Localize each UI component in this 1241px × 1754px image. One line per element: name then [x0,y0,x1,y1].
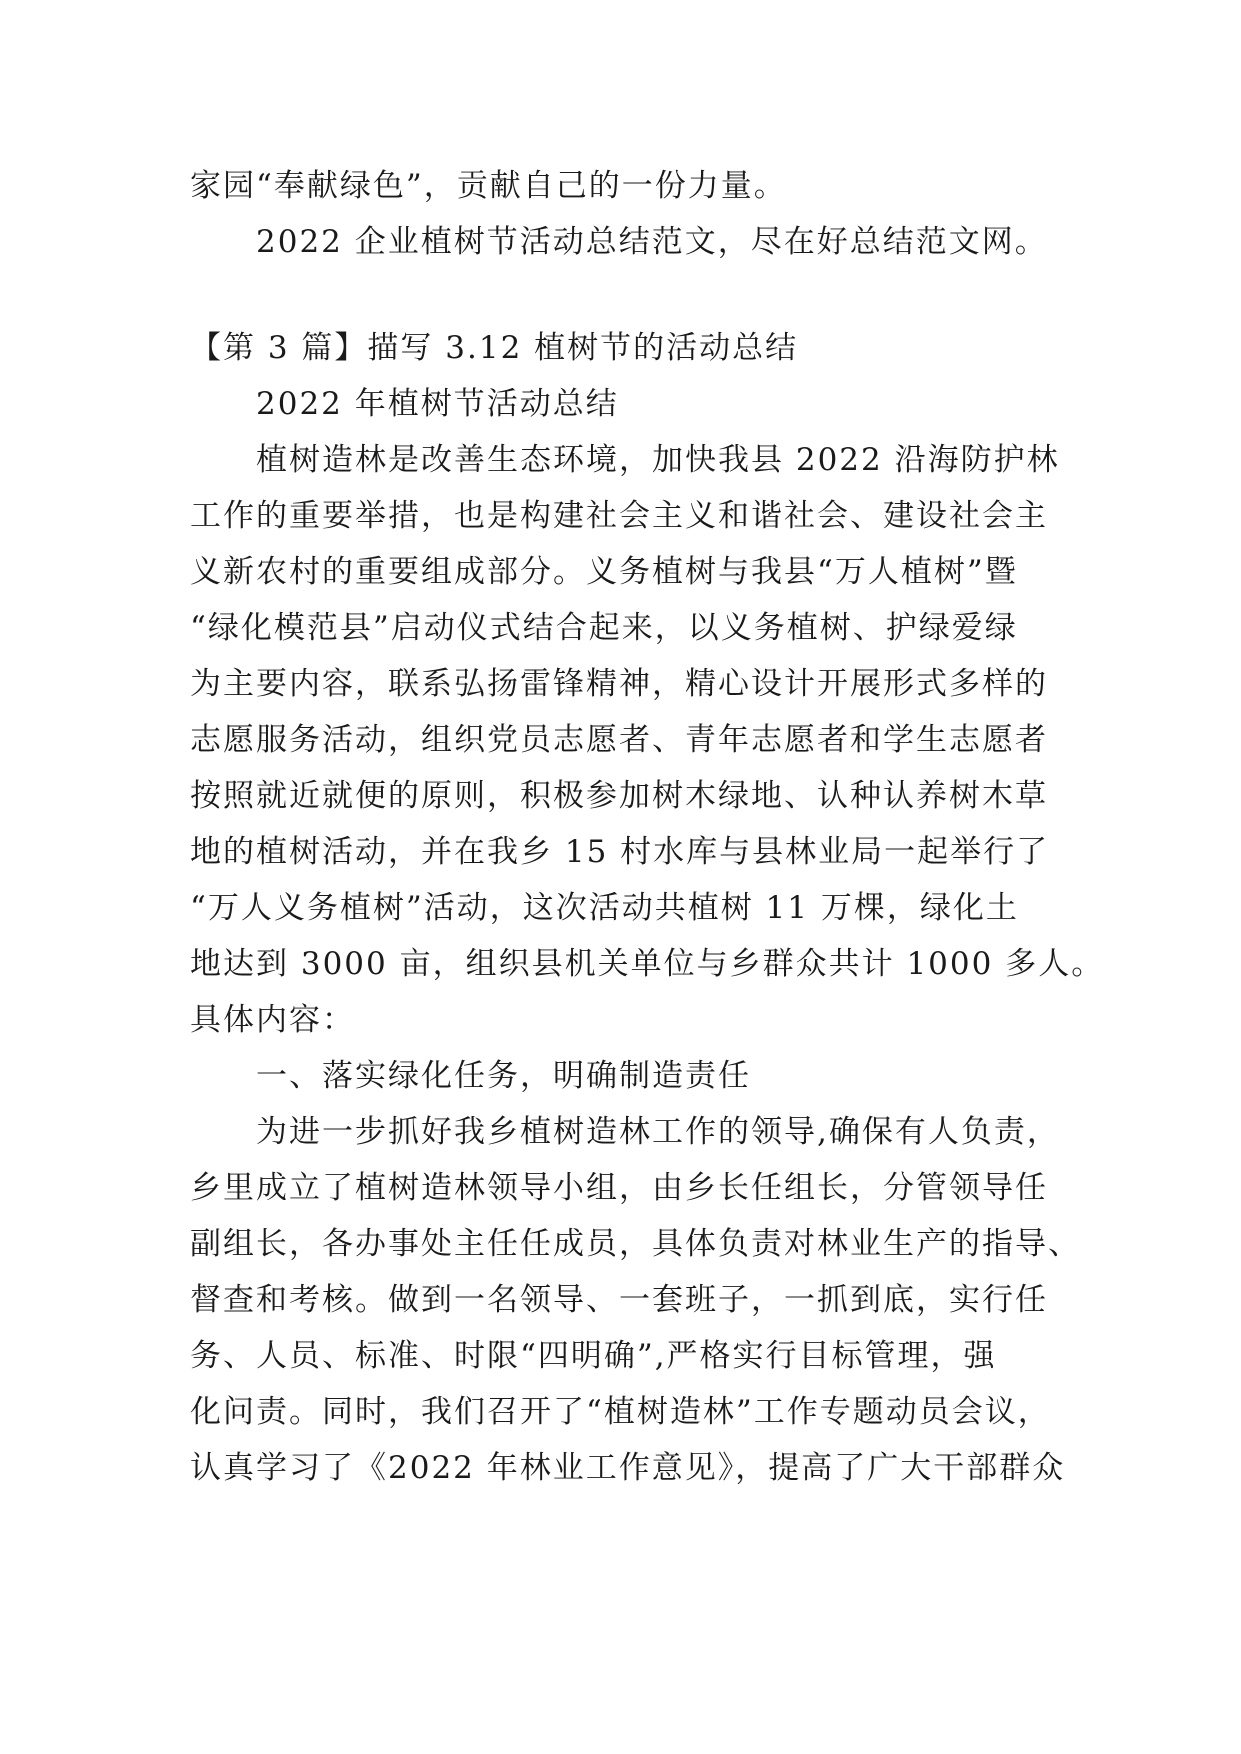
body-line: 家园“奉献绿色”，贡献自己的一份力量。 [190,168,787,204]
body-line: 具体内容： [190,1002,355,1038]
body-line: 为主要内容，联系弘扬雷锋精神，精心设计开展形式多样的 [190,666,1048,702]
section-heading: 【第 3 篇】描写 3.12 植树节的活动总结 [190,330,799,366]
body-line: 认真学习了《2022 年林业工作意见》，提高了广大干部群众 [190,1450,1066,1486]
body-line: 按照就近就便的原则，积极参加树木绿地、认种认养树木草 [190,778,1048,814]
body-line: 地的植树活动，并在我乡 15 村水库与县林业局一起举行了 [190,834,1050,870]
body-line: 志愿服务活动，组织党员志愿者、青年志愿者和学生志愿者 [190,722,1048,758]
body-line: 植树造林是改善生态环境，加快我县 2022 沿海防护林 [256,442,1060,478]
body-line: 2022 企业植树节活动总结范文，尽在好总结范文网。 [256,224,1048,260]
body-line: 义新农村的重要组成部分。义务植树与我县“万人植树”暨 [190,554,1018,590]
body-line: 工作的重要举措，也是构建社会主义和谐社会、建设社会主 [190,498,1048,534]
body-line: 乡里成立了植树造林领导小组，由乡长任组长，分管领导任 [190,1170,1048,1206]
body-line: 督查和考核。做到一名领导、一套班子，一抓到底，实行任 [190,1282,1048,1318]
section-subheading: 一、落实绿化任务，明确制造责任 [256,1058,751,1094]
subtitle: 2022 年植树节活动总结 [256,386,619,422]
body-line: 副组长，各办事处主任任成员，具体负责对林业生产的指导、 [190,1226,1081,1262]
body-line: 务、人员、标准、时限“四明确”,严格实行目标管理，强 [190,1338,997,1374]
body-line: 为进一步抓好我乡植树造林工作的领导,确保有人负责， [256,1114,1060,1150]
body-line: 地达到 3000 亩，组织县机关单位与乡群众共计 1000 多人。 [190,946,1105,982]
body-line: 化问责。同时，我们召开了“植树造林”工作专题动员会议， [190,1394,1051,1430]
document-body [190,158,1105,1496]
body-line: “绿化模范县”启动仪式结合起来，以义务植树、护绿爱绿 [190,610,1018,646]
paragraph-gap [190,270,1050,320]
body-line: “万人义务植树”活动，这次活动共植树 11 万棵，绿化土 [190,890,1019,926]
